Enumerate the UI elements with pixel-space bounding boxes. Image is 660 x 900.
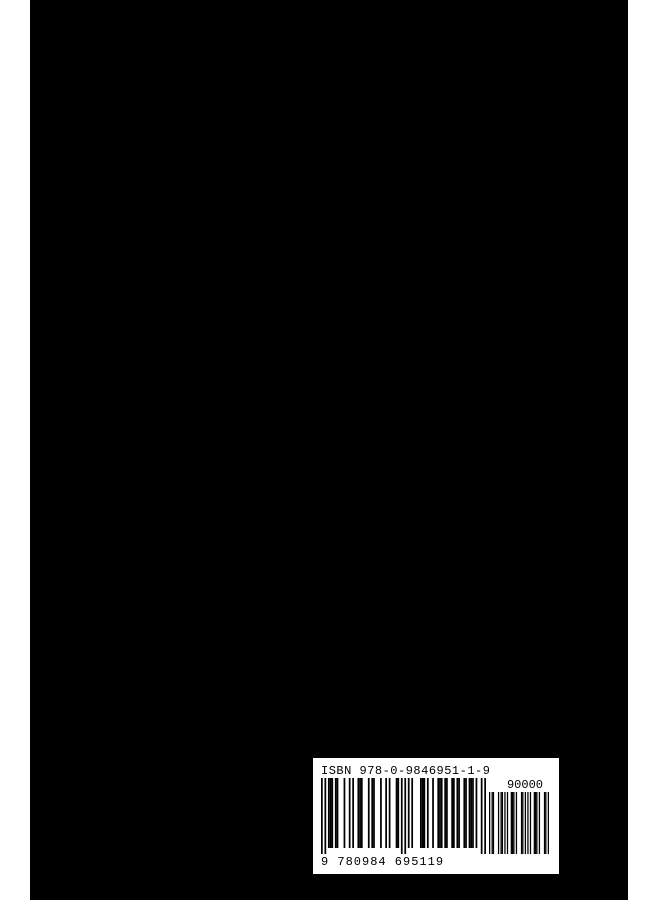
quote-attribution: -Morgan Daimler,	[98, 562, 182, 574]
barcode-bar	[502, 792, 503, 854]
barcode-bar	[380, 778, 382, 848]
barcode-bar	[371, 778, 373, 848]
barcode-bar	[328, 778, 330, 848]
barcode-bar	[337, 778, 339, 848]
bio-line: metaphysics and energywork with over 40 years in the field. She's made an	[98, 675, 443, 687]
tagline-line: Are you manifesting	[98, 759, 224, 775]
quote-line: "Who doesn't want "what we want (when we want it)"? But how do we	[98, 461, 422, 473]
barcode-bar	[530, 792, 531, 854]
barcode-bar	[446, 778, 448, 848]
barcode-bar	[525, 792, 526, 854]
barcode-bar	[385, 778, 387, 848]
barcode-bar	[476, 778, 478, 848]
quote-attribution: author By Land, Sea and Sky and A Child's Eye View of the Fairy Faith	[98, 577, 427, 589]
learn-item: -How your energy shapes the world around you	[98, 316, 413, 333]
testimonial-doyle	[98, 602, 573, 647]
barcode-bar	[408, 778, 410, 848]
barcode-bar	[548, 792, 549, 854]
isbn-text: ISBN 978-0-9846951-1-9	[321, 764, 491, 778]
barcode-bar	[321, 778, 323, 854]
barcode-bar	[444, 778, 446, 848]
barcode-bar	[420, 778, 422, 848]
quote-line: make their lives happier, healthier, and just that much more Wonderful?"	[98, 618, 433, 630]
barcode-bar	[492, 792, 493, 854]
tagline-line: This book will	[100, 799, 188, 815]
learn-item: -Manifesting what you want, not what you don't want	[98, 356, 453, 373]
barcode-bar	[411, 778, 413, 848]
barcode-bar	[359, 778, 361, 848]
barcode-bar	[330, 778, 332, 848]
barcode-bar	[324, 778, 326, 854]
price-code: 90000	[506, 778, 543, 792]
bio-line: their energy to create better lives.	[98, 705, 253, 717]
testimonial-daimler	[98, 546, 573, 591]
learn-item: -A treasure trove of manifestation methods to meet your needs and preferences	[98, 396, 543, 433]
page-edge	[628, 0, 660, 900]
barcode-bar	[465, 778, 467, 848]
barcode-bar	[544, 792, 545, 854]
barcode-bar	[441, 778, 443, 848]
barcode-bar	[437, 778, 439, 848]
barcode-bar	[344, 778, 346, 848]
title-line-1: We Are Always Manifesting-	[229, 108, 412, 124]
quote-attribution: -Tchipakkan, metaphysical speaker and artist	[98, 521, 307, 533]
learn-item: -How to improve your energy and your life.	[98, 336, 385, 353]
barcode-bar	[504, 792, 505, 854]
barcode-bar	[469, 778, 471, 848]
tagline-line: show you how...	[136, 819, 235, 835]
statement-paragraph: This book is here to tell you how to do just that.	[98, 259, 413, 276]
barcode-bar	[335, 778, 337, 848]
barcode-bar	[361, 778, 363, 848]
intro-paragraph: The world is made of energy, and your own energy field determines the things, people and experiences in your life. Better energy- better life. The trick is to know how to use your energy to manifest the life you want.	[98, 164, 543, 241]
barcode-bar	[511, 792, 512, 854]
quote-line: "The perfect book for anyone who wants to understand manifestation"	[98, 547, 422, 559]
barcode-bar	[427, 778, 429, 848]
learn-list	[98, 295, 543, 455]
barcode-bar	[389, 778, 391, 848]
barcode-bar	[404, 778, 406, 854]
quote-line: through the steps of Manifestation..."	[98, 506, 269, 518]
barcode-bar	[539, 792, 540, 854]
barcode-bar	[397, 778, 399, 848]
learn-item: -How simple it is to include manifestation in your life	[98, 436, 448, 453]
barcode-bar	[481, 778, 483, 854]
ean13-barcode	[321, 778, 486, 854]
barcode-bar	[423, 778, 425, 848]
barcode-bar	[535, 792, 536, 854]
quote-line: attract a new job, better weather, clearer vision or the many other things	[98, 476, 433, 488]
addon-barcode	[489, 792, 549, 854]
author-bio	[98, 659, 573, 719]
barcode-bar	[458, 778, 460, 848]
barcode-bar	[484, 778, 486, 854]
barcode-bar	[545, 792, 546, 854]
barcode-bar	[472, 778, 474, 848]
learn-heading: You'll learn:	[98, 296, 181, 313]
barcode-bar	[507, 792, 508, 854]
barcode-bar	[500, 792, 501, 854]
barcode-bar	[513, 792, 514, 854]
barcode-bar	[453, 778, 455, 848]
barcode-bar	[470, 778, 472, 848]
bio-line: exhaustive study of manifestation and loves empowering people to use	[98, 690, 421, 702]
barcode-bar	[527, 792, 528, 854]
tagline-line: the life of your dreams?	[102, 779, 250, 795]
barcode-bar	[368, 778, 370, 848]
barcode-bar	[534, 792, 535, 854]
barcode-bar	[349, 778, 351, 848]
barcode-bar	[516, 792, 517, 854]
barcode-bar	[451, 778, 453, 848]
quote-attribution: Alexis Doyle, internet radio host, Cauldron of Knowledge	[98, 633, 364, 645]
isbn-barcode	[313, 758, 559, 874]
quote-line: "Wouldn't it be wonderful if everyone read this book and learned how to	[98, 603, 430, 615]
barcode-bar	[401, 778, 403, 854]
barcode-bar	[331, 778, 333, 848]
barcode-bar	[422, 778, 424, 848]
barcode-bar	[439, 778, 441, 848]
barcode-bar	[373, 778, 375, 848]
barcode-bar	[512, 792, 513, 854]
tagline	[98, 757, 250, 837]
barcode-bar	[463, 778, 465, 848]
testimonial-tchipakkan	[98, 460, 573, 535]
learn-item: -About resistance and how to stop fighting yourself.	[98, 376, 439, 393]
barcode-bar	[522, 792, 523, 854]
barcode-bar	[521, 792, 522, 854]
barcode-bar	[432, 778, 434, 848]
barcode-bar	[489, 792, 490, 854]
barcode-bar	[396, 778, 398, 848]
ean-digits: 9 780984 695119	[321, 855, 445, 869]
barcode-bar	[493, 792, 494, 854]
barcode-bar	[352, 778, 354, 848]
barcode-bar	[357, 778, 359, 848]
bio-line: Catherine Kane is a speaker, teacher, healer and consultant in	[98, 660, 385, 672]
barcode-bar	[456, 778, 458, 848]
barcode-bar	[536, 792, 537, 854]
title-line-2: So Why Don't We Manifest Something Better?	[171, 129, 470, 145]
barcode-bar	[498, 792, 499, 854]
quote-line: that would make our lives better or easier? Caterine Kane leads us gently	[98, 491, 438, 503]
cover-title	[98, 106, 543, 148]
